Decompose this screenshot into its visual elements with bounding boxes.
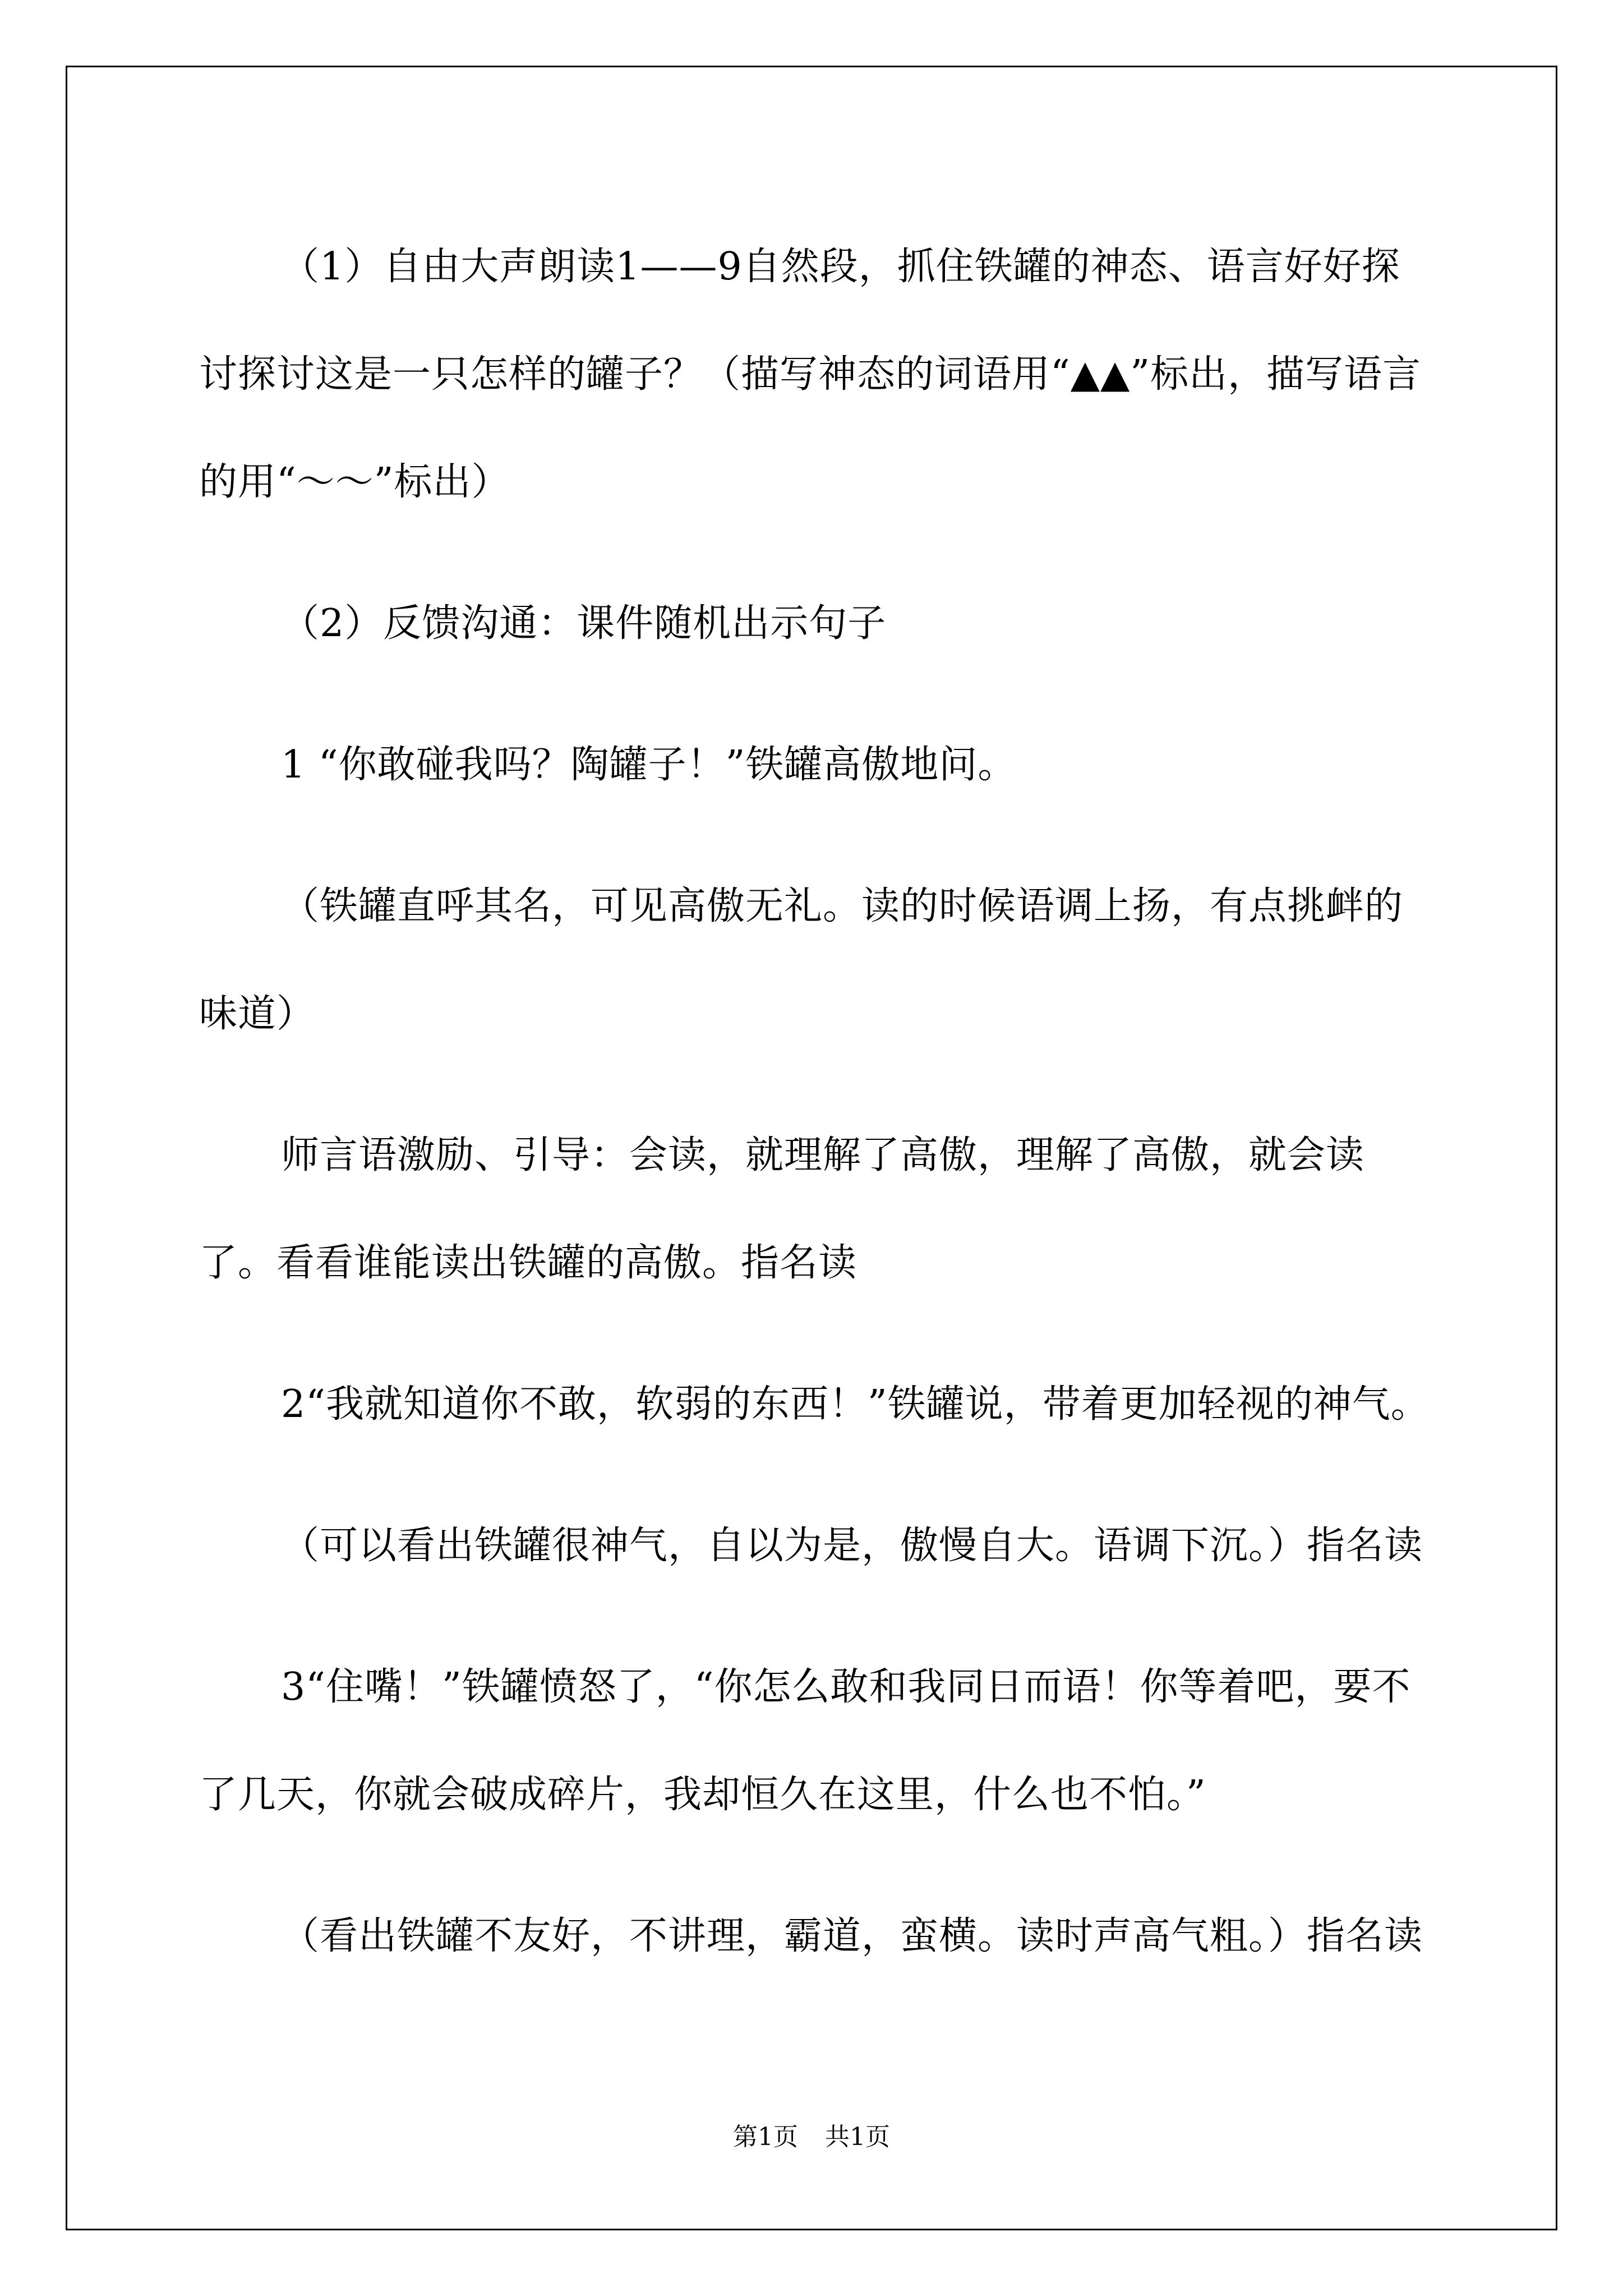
paragraph-6: 2“我就知道你不敢，软弱的东西！”铁罐说，带着更加轻视的神气。 [281,1382,1430,1427]
paragraph-5: 师言语激励、引导：会读，就理解了高傲，理解了高傲，就会读了。看看谁能读出铁罐的高傲。指名读 [199,1133,1365,1285]
paragraph-7: （可以看出铁罐很神气，自以为是，傲慢自大。语调下沉。）指名读 [281,1524,1423,1568]
paragraph-3: 1 “你敢碰我吗？陶罐子！”铁罐高傲地问。 [281,743,1017,787]
document-body [199,213,1432,2024]
paragraph-9: （看出铁罐不友好，不讲理，霸道，蛮横。读时声高气粗。）指名读 [281,1914,1423,1958]
paragraph-2: （2）反馈沟通：课件随机出示句子 [281,601,887,646]
page-number: 第1页 [733,2123,798,2151]
paragraph-4: （铁罐直呼其名，可见高傲无礼。读的时候语调上扬，有点挑衅的味道） [199,884,1404,1036]
page-total: 共1页 [825,2123,890,2151]
page-footer [0,2120,1623,2154]
paragraph-1: （1）自由大声朗读1——9自然段，抓住铁罐的神态、语言好好探讨探讨这是一只怎样的罐子？（描写神态的词语用“▲▲”标出，描写语言的用“～～”标出） [199,245,1422,504]
paragraph-8: 3“住嘴！”铁罐愤怒了，“你怎么敢和我同日而语！你等着吧，要不了几天，你就会破成碎片，我却恒久在这里，什么也不怕。” [199,1665,1411,1817]
